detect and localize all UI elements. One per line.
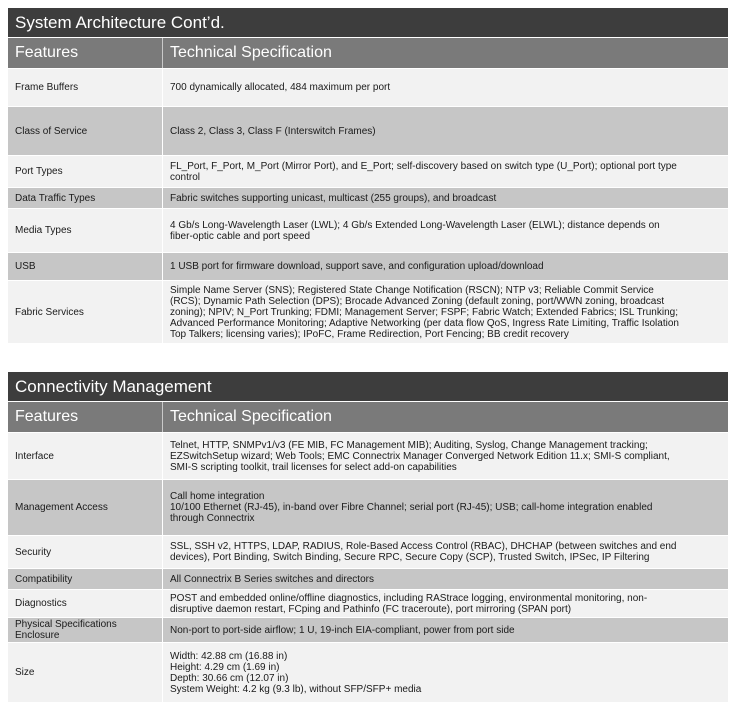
section-title: Connectivity Management <box>8 372 728 402</box>
spec-cell: FL_Port, F_Port, M_Port (Mirror Port), and E_Port; self-discovery based on switch type (U_Port); optional port type control <box>170 160 677 183</box>
table-header <box>8 402 728 432</box>
table-row <box>8 535 728 568</box>
table-row <box>8 642 728 702</box>
spec-cell: Telnet, HTTP, SNMPv1/v3 (FE MIB, FC Management MIB); Auditing, Syslog, Change Management tracking; EZSwitchSetup wizard; Web Tools; EMC Connectrix Manager Converged Network Edition 11.x; SMI-S compliant, SMI-S scripting toolkit, trail licenses for select add-on capabilities <box>170 439 670 473</box>
feature-cell: Class of Service <box>8 107 163 155</box>
spec-cell: Width: 42.88 cm (16.88 in) Height: 4.29 cm (1.69 in) Depth: 30.66 cm (12.07 in) System Weight: 4.2 kg (9.3 lb), without SFP/SFP+ media <box>170 650 422 695</box>
feature-cell: Compatibility <box>8 569 163 589</box>
spec-cell: POST and embedded online/offline diagnostics, including RAStrace logging, environmental monitoring, non- disruptive daemon restart, FCping and Pathinfo (FC traceroute), port mirroring (SPAN port) <box>170 592 648 615</box>
feature-cell: Port Types <box>8 156 163 187</box>
feature-cell: Media Types <box>8 209 163 252</box>
spec-cell: 1 USB port for firmware download, support save, and configuration upload/download <box>170 261 544 272</box>
table-row <box>8 617 728 642</box>
table-row <box>8 208 728 252</box>
table-row <box>8 432 728 479</box>
feature-cell: Size <box>8 643 163 702</box>
spec-cell: 700 dynamically allocated, 484 maximum per port <box>170 82 391 93</box>
spec-cell: Non-port to port-side airflow; 1 U, 19-inch EIA-compliant, power from port side <box>170 624 515 636</box>
table-row <box>8 280 728 343</box>
spec-cell: SSL, SSH v2, HTTPS, LDAP, RADIUS, Role-Based Access Control (RBAC), DHCHAP (between switches and end devices), Port Binding, Switch Binding, Secure RPC, Secure Copy (SCP), Trusted Switch, IPSec, IP Filtering <box>170 541 677 563</box>
spec-cell: Simple Name Server (SNS); Registered State Change Notification (RSCN); NTP v3; Reliable Commit Service (RCS); Dynamic Path Selection (DPS); Brocade Advanced Zoning (default zoning, port/WWN zoning, broadcast zoning); NPIV; N_Port Trunking; FDMI; Management Server; FSPF; Fabric Watch; Extended Fabrics; ISL Trunking; Advanced Performance Monitoring; Adaptive Networking (per data flow QoS, Ingress Rate Limiting, Traffic Isolation Top Talkers; licensing varies); IPoFC, Frame Redirection, Port Fencing; BB credit recovery <box>170 284 679 340</box>
spec-cell: All Connectrix B Series switches and directors <box>170 573 374 585</box>
feature-cell: Fabric Services <box>8 281 163 343</box>
feature-cell: Interface <box>8 433 163 479</box>
feature-cell: Diagnostics <box>8 590 163 617</box>
section-title: System Architecture Cont’d. <box>8 8 728 38</box>
spec-cell: Class 2, Class 3, Class F (Interswitch Frames) <box>170 125 376 137</box>
spec-column-header: Technical Specification <box>170 408 332 425</box>
features-column-header: Features <box>8 402 163 432</box>
table-row <box>8 187 728 208</box>
feature-cell: Management Access <box>8 480 163 535</box>
table-row <box>8 68 728 106</box>
table-row <box>8 106 728 155</box>
spec-column-header: Technical Specification <box>170 44 332 61</box>
spec-cell: Fabric switches supporting unicast, multicast (255 groups), and broadcast <box>170 192 497 204</box>
table-row <box>8 479 728 535</box>
system-architecture-table <box>8 8 728 343</box>
feature-cell: Frame Buffers <box>8 69 163 106</box>
table-row <box>8 568 728 589</box>
table-row <box>8 252 728 280</box>
feature-cell: Physical Specifications Enclosure <box>8 618 163 642</box>
connectivity-management-table <box>8 372 728 702</box>
features-column-header: Features <box>8 38 163 68</box>
table-row <box>8 155 728 187</box>
feature-cell: USB <box>8 253 163 280</box>
feature-cell: Data Traffic Types <box>8 188 163 208</box>
spec-cell: Call home integration 10/100 Ethernet (RJ-45), in-band over Fibre Channel; serial port (RJ-45); USB; call-home integration enabled through Connectrix <box>170 491 653 524</box>
table-header <box>8 38 728 68</box>
feature-cell: Security <box>8 536 163 568</box>
table-row <box>8 589 728 617</box>
spec-cell: 4 Gb/s Long-Wavelength Laser (LWL); 4 Gb/s Extended Long-Wavelength Laser (ELWL); distance depends on fiber-optic cable and port speed <box>170 219 660 242</box>
